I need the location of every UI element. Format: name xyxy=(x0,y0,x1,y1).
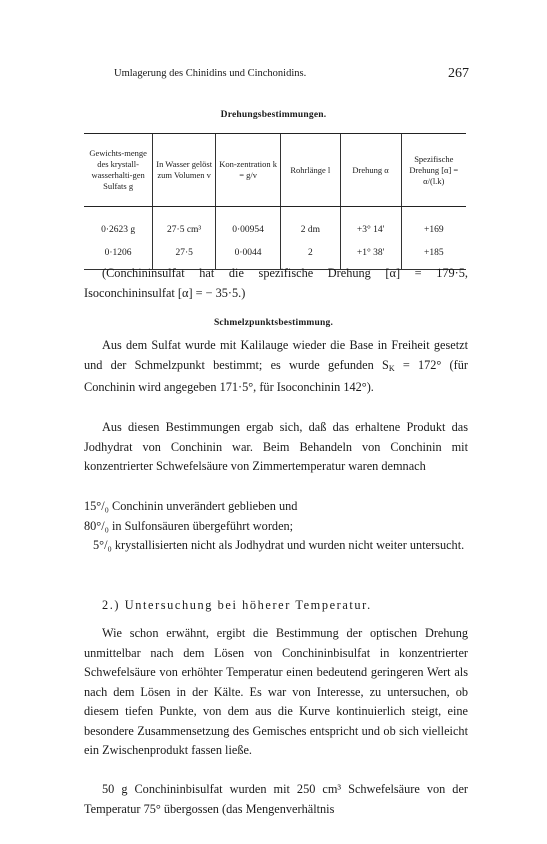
table-caption: Drehungsbestimmungen. xyxy=(220,110,327,120)
list-item: 80°/₀ in Sulfonsäuren übergeführt worden; xyxy=(84,518,294,533)
running-head xyxy=(90,66,469,82)
col-header-rotation: Drehung α xyxy=(340,134,401,207)
section-heading-higher-temp-wrap xyxy=(84,596,468,616)
table-header-row xyxy=(84,134,466,207)
list-item: 5°/₀ krystallisierten nicht als Jodhydrat und wurden nicht weiter untersucht. xyxy=(93,538,465,552)
table-cell: 27·5 xyxy=(153,241,216,270)
body-text-4 xyxy=(84,780,468,819)
result-list xyxy=(84,497,468,556)
col-header-concentration: Kon-zentration k = g/v xyxy=(216,134,281,207)
section-heading-higher-temp: 2.) Untersuchung bei höherer Temperatur. xyxy=(102,598,372,612)
table-cell: +3° 14' xyxy=(340,207,401,242)
col-header-mass: Gewichts-menge des krystall-wasserhalti-gen Sulfats g xyxy=(84,134,153,207)
paragraph xyxy=(84,336,468,398)
paragraph: 50 g Conchininbisulfat wurden mit 250 cm³ Schwefelsäure von der Temperatur 75° übergossen (das Mengenverhältnis xyxy=(84,782,468,816)
table-cell: 0·0044 xyxy=(216,241,281,270)
list-item: 15°/₀ Conchinin unverändert geblieben und xyxy=(84,499,298,513)
paragraph-text: Aus dem Sulfat wurde mit Kalilauge wieder die Base in Freiheit gesetzt und der Schmelzpunkt bestimmt; es wurde gefunden S xyxy=(84,338,468,372)
col-header-specific-rotation: Spezifische Drehung [α] = α/(l.k) xyxy=(401,134,466,207)
table-cell: +169 xyxy=(401,207,466,242)
body-text-3 xyxy=(84,624,468,761)
paragraph-text: = 172° (für Conchinin wird angegeben 171·5°, für Isoconchinin 142°). xyxy=(84,357,468,394)
table-cell: +185 xyxy=(401,241,466,270)
table-cell: 2 dm xyxy=(281,207,341,242)
table-cell: 0·2623 g xyxy=(101,224,136,235)
section-heading-melting-point: Schmelzpunktsbestimmung. xyxy=(213,318,334,328)
table-cell: 2 xyxy=(281,241,341,270)
paragraph: Aus diesen Bestimmungen ergab sich, daß das erhaltene Produkt das Jodhydrat von Conchinin war. Beim Behandeln von Conchinin mit konzentrierter Schwefelsäure von Zimmertemperatur waren demnach xyxy=(84,420,468,473)
running-title: Umlagerung des Chinidins und Cinchonidins. xyxy=(114,68,307,79)
table-row xyxy=(84,207,466,242)
col-header-tube-length: Rohrlänge l xyxy=(281,134,341,207)
table-cell: +1° 38' xyxy=(340,241,401,270)
paragraph: Wie schon erwähnt, ergibt die Bestimmung der optischen Drehung unmittelbar nach dem Lösen von Conchininbisulfat in konzentrierter Schwefelsäure von erhöhter Temperatur einen bedeutend geringeren Wert als nach dem Lösen in der Kälte. Es war von Interesse, zu untersuchen, ob diesem tiefen Punkte, von dem aus die Kurve kontinuierlich steigt, eine besondere Zusammensetzung des Gemisches entspricht und ob sich vielleicht ein Zwischenprodukt fassen ließe. xyxy=(84,626,468,757)
rotation-table xyxy=(84,133,466,270)
page-number: 267 xyxy=(448,66,469,81)
subscript: K xyxy=(388,363,395,373)
table-cell: 0·00954 xyxy=(216,207,281,242)
note-paragraph xyxy=(84,264,468,303)
table-cell: 0·1206 xyxy=(84,241,153,270)
col-header-volume: In Wasser gelöst zum Volumen v xyxy=(153,134,216,207)
paragraph: (Conchininsulfat hat die spezifische Drehung [α] = 179·5, Isoconchininsulfat [α] = − 35·5.) xyxy=(84,266,468,300)
table-cell: 27·5 cm³ xyxy=(153,207,216,242)
body-text-2 xyxy=(84,418,468,477)
body-text-1 xyxy=(84,336,468,398)
